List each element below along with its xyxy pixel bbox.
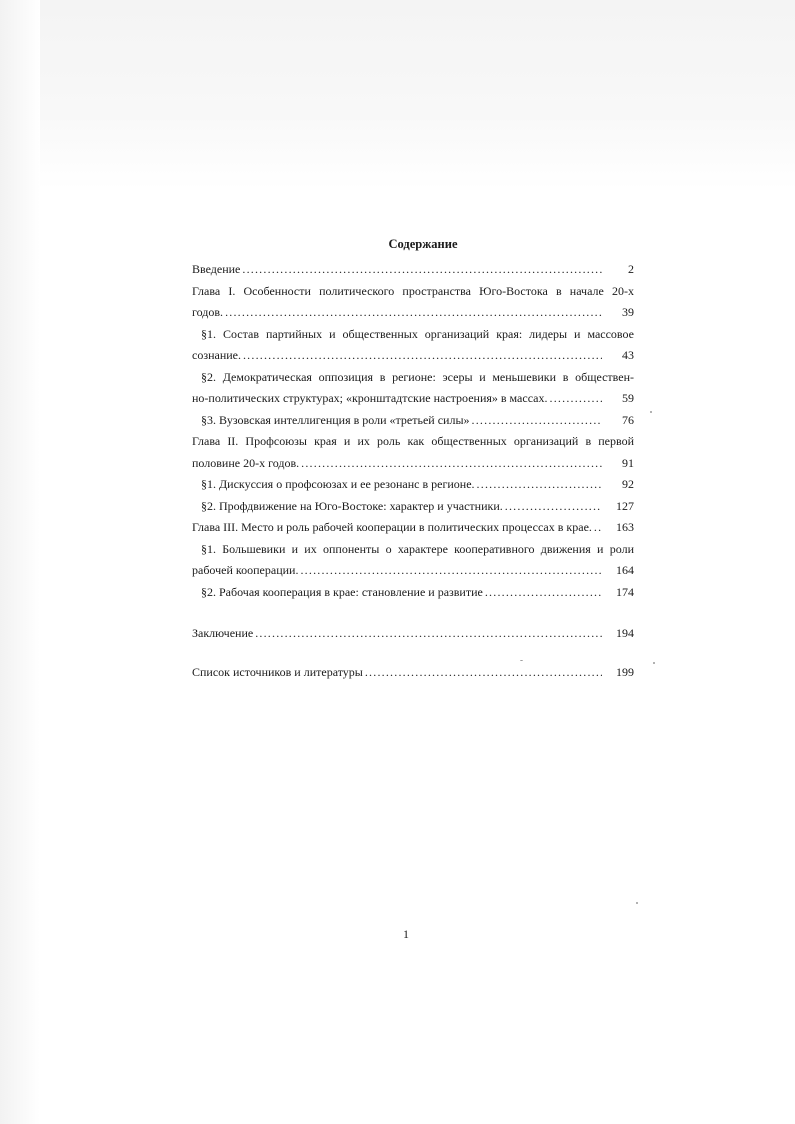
toc-page-number: 127: [616, 498, 634, 513]
toc-entry-text: Введение: [192, 262, 241, 276]
scan-background-top: [0, 0, 795, 190]
toc-entry: [192, 431, 634, 474]
dot-leader: [365, 662, 602, 684]
toc-title: Содержание: [388, 237, 458, 251]
dot-leader: [225, 302, 602, 324]
toc-entry-line: §1. Большевики и их оппоненты о характере кооперативного движения и роли: [201, 541, 634, 556]
scan-speck: [653, 662, 655, 664]
toc-page-number: 164: [616, 563, 634, 577]
dot-leader: [505, 496, 602, 518]
toc-page-number: 163: [616, 520, 634, 534]
toc-page-number: 76: [622, 412, 634, 427]
toc-entry: [192, 496, 634, 518]
scan-speck: [520, 660, 523, 661]
toc-entry: [192, 259, 634, 281]
toc-page-number: 43: [622, 348, 634, 362]
toc-entry-text: §3. Вузовская интеллигенция в роли «третьей силы»: [201, 412, 470, 427]
toc-entry-line: Глава II. Профсоюзы края и их роль как общественных организаций в первой: [192, 434, 634, 448]
toc-entry-text: Заключение: [192, 626, 254, 640]
dot-leader: [301, 453, 602, 475]
toc-entry-text: §1. Дискуссия о профсоюзах и ее резонанс в регионе.: [201, 477, 475, 491]
toc-entry: [192, 281, 634, 324]
toc-entry-text: рабочей кооперации.: [192, 563, 299, 577]
toc-entry: [192, 324, 634, 367]
toc-entry-text: но-политических структурах; «кронштадтские настроения» в массах.: [192, 391, 548, 405]
dot-leader: [255, 623, 602, 645]
toc-entry: [192, 367, 634, 410]
spacer: [192, 645, 634, 662]
toc-entry-text: §2. Рабочая кооперация в крае: становление и развитие: [201, 584, 483, 599]
dot-leader: [243, 345, 602, 367]
toc-entry-conclusion: [192, 623, 634, 645]
toc-entry: [192, 582, 634, 604]
toc-entry: [192, 517, 634, 539]
toc-page-number: 174: [616, 584, 634, 599]
dot-leader: [242, 259, 602, 281]
dot-leader: [550, 388, 602, 410]
toc-entry-text: §2. Профдвижение на Юго-Востоке: характер и участники.: [201, 498, 503, 513]
toc-page-number: 199: [616, 664, 634, 679]
scan-speck: [650, 411, 652, 413]
toc-entry-text: Глава III. Место и роль рабочей кооперации в политических процессах в крае.: [192, 520, 592, 534]
toc-entry: [192, 474, 634, 496]
dot-leader: [300, 560, 602, 582]
toc-page-number: 2: [628, 262, 634, 276]
toc-entry-line: §1. Состав партийных и общественных организаций края: лидеры и массовое: [201, 326, 634, 341]
toc-entry: [192, 410, 634, 432]
toc-page-number: 91: [622, 455, 634, 470]
spacer: [192, 603, 634, 623]
dot-leader: [485, 582, 602, 604]
toc-page-number: 92: [622, 477, 634, 491]
toc-entry-text: годов.: [192, 305, 224, 319]
toc-entry-sources: [192, 662, 634, 684]
table-of-contents: [192, 236, 634, 683]
toc-entry-text: половине 20-х годов.: [192, 455, 300, 470]
scan-speck: [636, 902, 638, 904]
toc-entry-line: Глава I. Особенности политического пространства Юго-Востока в начале 20-х: [192, 283, 634, 298]
dot-leader: [477, 474, 602, 496]
toc-page-number: 194: [616, 626, 634, 640]
page-number: 1: [403, 927, 409, 941]
toc-entry-line: §2. Демократическая оппозиция в регионе: эсеры и меньшевики в обществен-: [201, 369, 634, 384]
toc-page-number: 59: [622, 391, 634, 405]
dot-leader: [472, 410, 602, 432]
toc-entry-text: сознание.: [192, 348, 241, 362]
toc-entry-text: Список источников и литературы: [192, 664, 363, 679]
toc-entry: [192, 539, 634, 582]
dot-leader: [594, 517, 602, 539]
toc-page-number: 39: [622, 305, 634, 319]
scan-background-left: [0, 0, 40, 1124]
